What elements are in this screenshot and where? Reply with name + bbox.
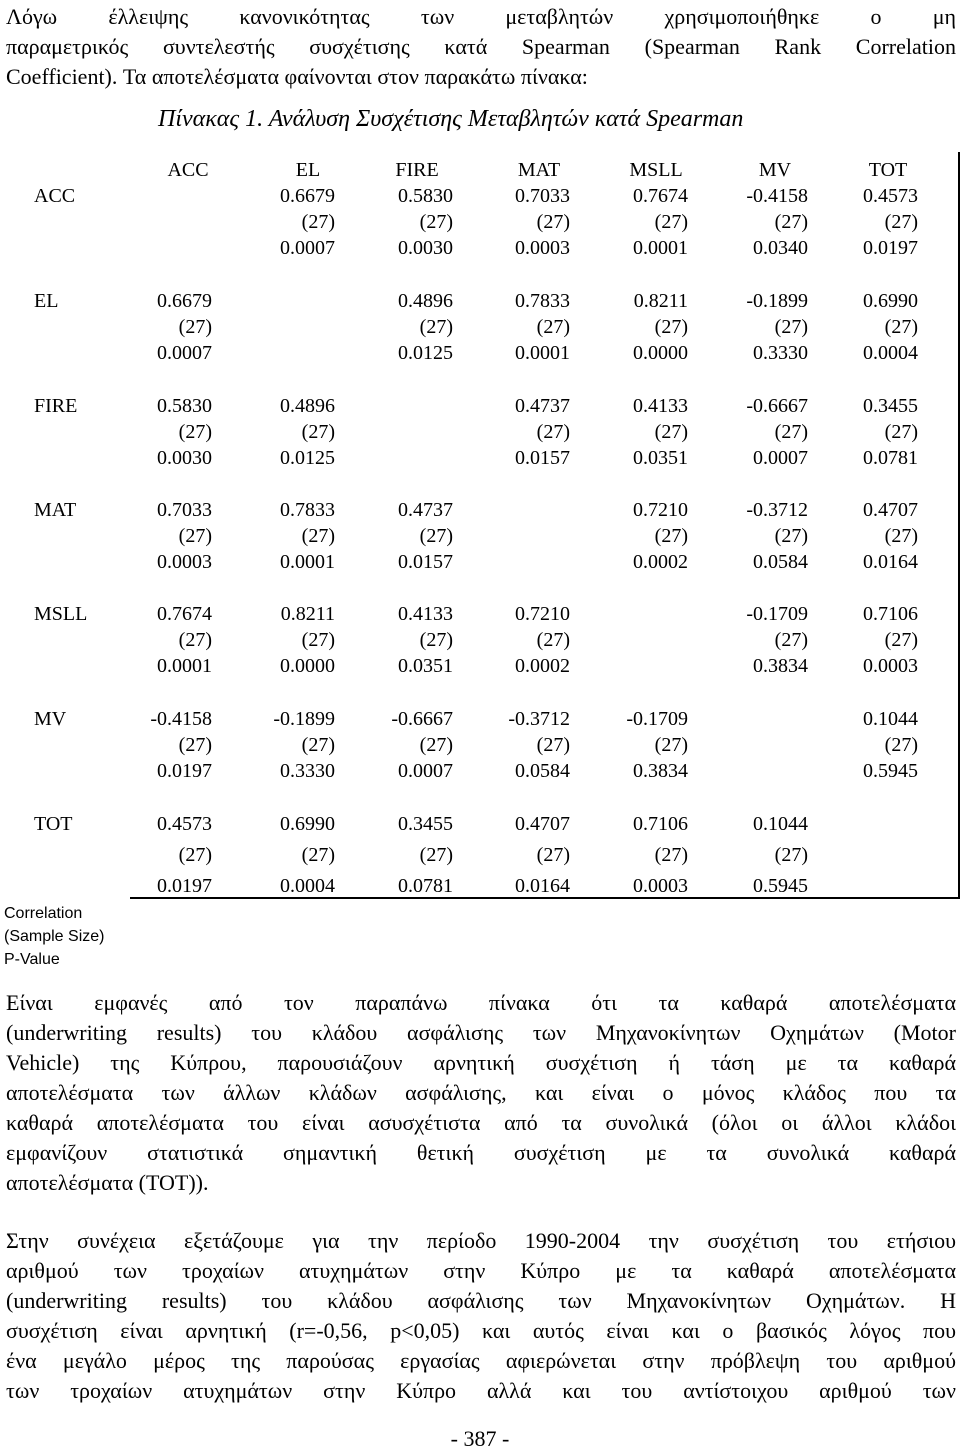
sample-size-value: (27) <box>178 734 212 756</box>
sample-size-value: (27) <box>419 844 453 866</box>
sample-size-value: (27) <box>884 629 918 651</box>
correlation-value: 0.6679 <box>157 290 212 312</box>
correlation-value: 0.4737 <box>398 499 453 521</box>
text-line: εμφανίζουν στατιστικά σημαντική θετική συσχέτιση με τα συνολικά καθαρά <box>6 1140 956 1165</box>
sample-size-value: (27) <box>774 421 808 443</box>
row-label: EL <box>34 290 59 312</box>
column-header: MV <box>758 159 792 181</box>
results-paragraph <box>6 988 956 1198</box>
p-value: 0.0197 <box>157 875 212 897</box>
text-line: αποτελέσματα (TOT)). <box>6 1170 209 1195</box>
row-label: MSLL <box>34 603 88 625</box>
correlation-value: 0.4133 <box>398 603 453 625</box>
correlation-value: 0.1044 <box>863 708 918 730</box>
table-caption-label: Πίνακας 1. <box>158 106 264 132</box>
row-label: TOT <box>34 813 73 835</box>
p-value: 0.5945 <box>753 875 808 897</box>
sample-size-value: (27) <box>536 844 570 866</box>
p-value: 0.0164 <box>863 551 918 573</box>
p-value: 0.0157 <box>398 551 453 573</box>
sample-size-value: (27) <box>654 211 688 233</box>
sample-size-value: (27) <box>536 734 570 756</box>
text-line: συσχέτιση είναι αρνητική (r=-0,56, p<0,05) και αυτός είναι και ο βασικός λόγος που <box>6 1318 956 1343</box>
p-value: 0.3330 <box>753 342 808 364</box>
sample-size-value: (27) <box>774 629 808 651</box>
sample-size-value: (27) <box>654 421 688 443</box>
p-value: 0.0002 <box>633 551 688 573</box>
p-value: 0.0003 <box>157 551 212 573</box>
sample-size-value: (27) <box>654 316 688 338</box>
p-value: 0.0001 <box>515 342 570 364</box>
sample-size-value: (27) <box>884 316 918 338</box>
sample-size-value: (27) <box>419 734 453 756</box>
correlation-value: 0.8211 <box>633 290 688 312</box>
p-value: 0.0351 <box>398 655 453 677</box>
p-value: 0.0584 <box>515 760 570 782</box>
text-line: ένα μεγάλο μέρος της παρούσας εργασίας αφιερώνεται στην πρόβλεψη του αριθμού <box>6 1348 956 1373</box>
p-value: 0.0003 <box>633 875 688 897</box>
table-caption-title: Ανάλυση Συσχέτισης Μεταβλητών κατά Spearman <box>268 106 744 132</box>
correlation-value: 0.3455 <box>863 395 918 417</box>
sample-size-value: (27) <box>301 844 335 866</box>
p-value: 0.0007 <box>753 447 808 469</box>
sample-size-value: (27) <box>774 844 808 866</box>
correlation-value: -0.3712 <box>746 499 808 521</box>
sample-size-value: (27) <box>774 525 808 547</box>
p-value: 0.0781 <box>398 875 453 897</box>
sample-size-value: (27) <box>419 211 453 233</box>
sample-size-value: (27) <box>884 734 918 756</box>
column-header: MSLL <box>629 159 683 181</box>
sample-size-value: (27) <box>654 525 688 547</box>
p-value: 0.0001 <box>157 655 212 677</box>
p-value: 0.0007 <box>398 760 453 782</box>
correlation-value: 0.4707 <box>863 499 918 521</box>
sample-size-value: (27) <box>301 525 335 547</box>
column-header: MAT <box>517 159 561 181</box>
correlation-value: 0.6990 <box>280 813 335 835</box>
p-value: 0.0157 <box>515 447 570 469</box>
correlation-value: 0.4133 <box>633 395 688 417</box>
text-line: (underwriting results) του κλάδου ασφάλισης των Μηχανοκίνητων Οχημάτων (Motor <box>6 1020 956 1045</box>
row-label: FIRE <box>34 395 78 417</box>
correlation-value: 0.7833 <box>280 499 335 521</box>
correlation-value: 0.4573 <box>157 813 212 835</box>
correlation-value: 0.4707 <box>515 813 570 835</box>
p-value: 0.0003 <box>863 655 918 677</box>
correlation-value: 0.1044 <box>753 813 808 835</box>
p-value: 0.0000 <box>633 342 688 364</box>
table-legend <box>4 902 104 971</box>
text-line: Λόγω έλλειψης κανονικότητας των μεταβλητών χρησιμοποιήθηκε ο μη <box>6 4 956 29</box>
p-value: 0.0125 <box>398 342 453 364</box>
correlation-value: 0.7106 <box>863 603 918 625</box>
sample-size-value: (27) <box>774 316 808 338</box>
p-value: 0.0340 <box>753 237 808 259</box>
sample-size-value: (27) <box>178 421 212 443</box>
correlation-value: 0.7210 <box>633 499 688 521</box>
correlation-value: 0.7033 <box>515 185 570 207</box>
table-caption <box>158 106 743 133</box>
sample-size-value: (27) <box>419 316 453 338</box>
accidents-paragraph <box>6 1226 956 1406</box>
sample-size-value: (27) <box>178 629 212 651</box>
p-value: 0.0004 <box>280 875 335 897</box>
text-line: Vehicle) της Κύπρου, παρουσιάζουν αρνητική συσχέτιση ή τάση με τα καθαρά <box>6 1050 956 1075</box>
sample-size-value: (27) <box>654 734 688 756</box>
sample-size-value: (27) <box>419 525 453 547</box>
p-value: 0.3834 <box>753 655 808 677</box>
correlation-value: 0.7033 <box>157 499 212 521</box>
sample-size-value: (27) <box>884 421 918 443</box>
p-value: 0.0007 <box>280 237 335 259</box>
correlation-value: -0.6667 <box>746 395 808 417</box>
sample-size-value: (27) <box>178 844 212 866</box>
sample-size-value: (27) <box>884 525 918 547</box>
sample-size-value: (27) <box>774 211 808 233</box>
text-line: αποτελέσματα των άλλων κλάδων ασφάλισης, και είναι ο μόνος κλάδος που τα <box>6 1080 956 1105</box>
sample-size-value: (27) <box>178 525 212 547</box>
correlation-value: 0.7106 <box>633 813 688 835</box>
p-value: 0.0003 <box>515 237 570 259</box>
text-line: Είναι εμφανές από τον παραπάνω πίνακα ότι τα καθαρά αποτελέσματα <box>6 990 956 1015</box>
correlation-value: 0.7674 <box>157 603 212 625</box>
correlation-value: 0.7210 <box>515 603 570 625</box>
legend-sample-size: (Sample Size) <box>4 928 105 945</box>
p-value: 0.0007 <box>157 342 212 364</box>
p-value: 0.0125 <box>280 447 335 469</box>
p-value: 0.0002 <box>515 655 570 677</box>
sample-size-value: (27) <box>536 629 570 651</box>
p-value: 0.0001 <box>280 551 335 573</box>
p-value: 0.5945 <box>863 760 918 782</box>
correlation-value: 0.7674 <box>633 185 688 207</box>
p-value: 0.0000 <box>280 655 335 677</box>
correlation-value: 0.4896 <box>398 290 453 312</box>
text-line: των τροχαίων ατυχημάτων στην Κύπρο αλλά και του αντίστοιχου αριθμού των <box>6 1378 956 1403</box>
correlation-value: 0.8211 <box>280 603 335 625</box>
sample-size-value: (27) <box>419 629 453 651</box>
column-header: FIRE <box>395 159 439 181</box>
row-label: MAT <box>34 499 77 521</box>
p-value: 0.0164 <box>515 875 570 897</box>
sample-size-value: (27) <box>654 844 688 866</box>
p-value: 0.3330 <box>280 760 335 782</box>
sample-size-value: (27) <box>301 421 335 443</box>
correlation-value: 0.6990 <box>863 290 918 312</box>
row-label: MV <box>34 708 67 730</box>
sample-size-value: (27) <box>536 211 570 233</box>
text-line: Στην συνέχεια εξετάζουμε για την περίοδο 1990-2004 την συσχέτιση του ετήσιου <box>6 1228 956 1253</box>
correlation-value: -0.1709 <box>626 708 688 730</box>
p-value: 0.0001 <box>633 237 688 259</box>
correlation-value: 0.5830 <box>157 395 212 417</box>
sample-size-value: (27) <box>301 734 335 756</box>
sample-size-value: (27) <box>884 211 918 233</box>
sample-size-value: (27) <box>178 316 212 338</box>
p-value: 0.0781 <box>863 447 918 469</box>
row-label: ACC <box>34 185 76 207</box>
legend-p-value: P-Value <box>4 951 60 968</box>
column-header: EL <box>295 159 321 181</box>
correlation-value: -0.4158 <box>746 185 808 207</box>
correlation-value: 0.3455 <box>398 813 453 835</box>
correlation-value: 0.5830 <box>398 185 453 207</box>
text-line: Coefficient). Τα αποτελέσματα φαίνονται στον παρακάτω πίνακα: <box>6 64 588 89</box>
sample-size-value: (27) <box>301 629 335 651</box>
correlation-value: -0.6667 <box>391 708 453 730</box>
text-line: (underwriting results) του κλάδου ασφάλισης των Μηχανοκίνητων Οχημάτων. Η <box>6 1288 956 1313</box>
sample-size-value: (27) <box>536 421 570 443</box>
p-value: 0.0584 <box>753 551 808 573</box>
correlation-value: -0.3712 <box>508 708 570 730</box>
correlation-value: 0.7833 <box>515 290 570 312</box>
correlation-value: 0.4737 <box>515 395 570 417</box>
sample-size-value: (27) <box>536 316 570 338</box>
correlation-value: -0.1899 <box>746 290 808 312</box>
sample-size-value: (27) <box>301 211 335 233</box>
p-value: 0.3834 <box>633 760 688 782</box>
p-value: 0.0030 <box>398 237 453 259</box>
correlation-value: -0.1899 <box>273 708 335 730</box>
p-value: 0.0197 <box>863 237 918 259</box>
correlation-value: 0.6679 <box>280 185 335 207</box>
correlation-value: -0.4158 <box>150 708 212 730</box>
intro-paragraph <box>6 2 956 92</box>
p-value: 0.0197 <box>157 760 212 782</box>
correlation-value: 0.4896 <box>280 395 335 417</box>
p-value: 0.0351 <box>633 447 688 469</box>
text-line: αριθμού των τροχαίων ατυχημάτων στην Κύπρο με τα καθαρά αποτελέσματα <box>6 1258 956 1283</box>
p-value: 0.0030 <box>157 447 212 469</box>
text-line: παραμετρικός συντελεστής συσχέτισης κατά Spearman (Spearman Rank Correlation <box>6 34 956 59</box>
legend-correlation: Correlation <box>4 905 83 922</box>
correlation-value: 0.4573 <box>863 185 918 207</box>
p-value: 0.0004 <box>863 342 918 364</box>
page-number: - 387 - <box>450 1426 510 1451</box>
text-line: καθαρά αποτελέσματα του είναι ασυσχέτιστα από τα συνολικά (όλοι οι άλλοι κλάδοι <box>6 1110 956 1135</box>
column-header: ACC <box>167 159 209 181</box>
table-border-bottom <box>130 897 960 899</box>
correlation-value: -0.1709 <box>746 603 808 625</box>
column-header: TOT <box>868 159 908 181</box>
